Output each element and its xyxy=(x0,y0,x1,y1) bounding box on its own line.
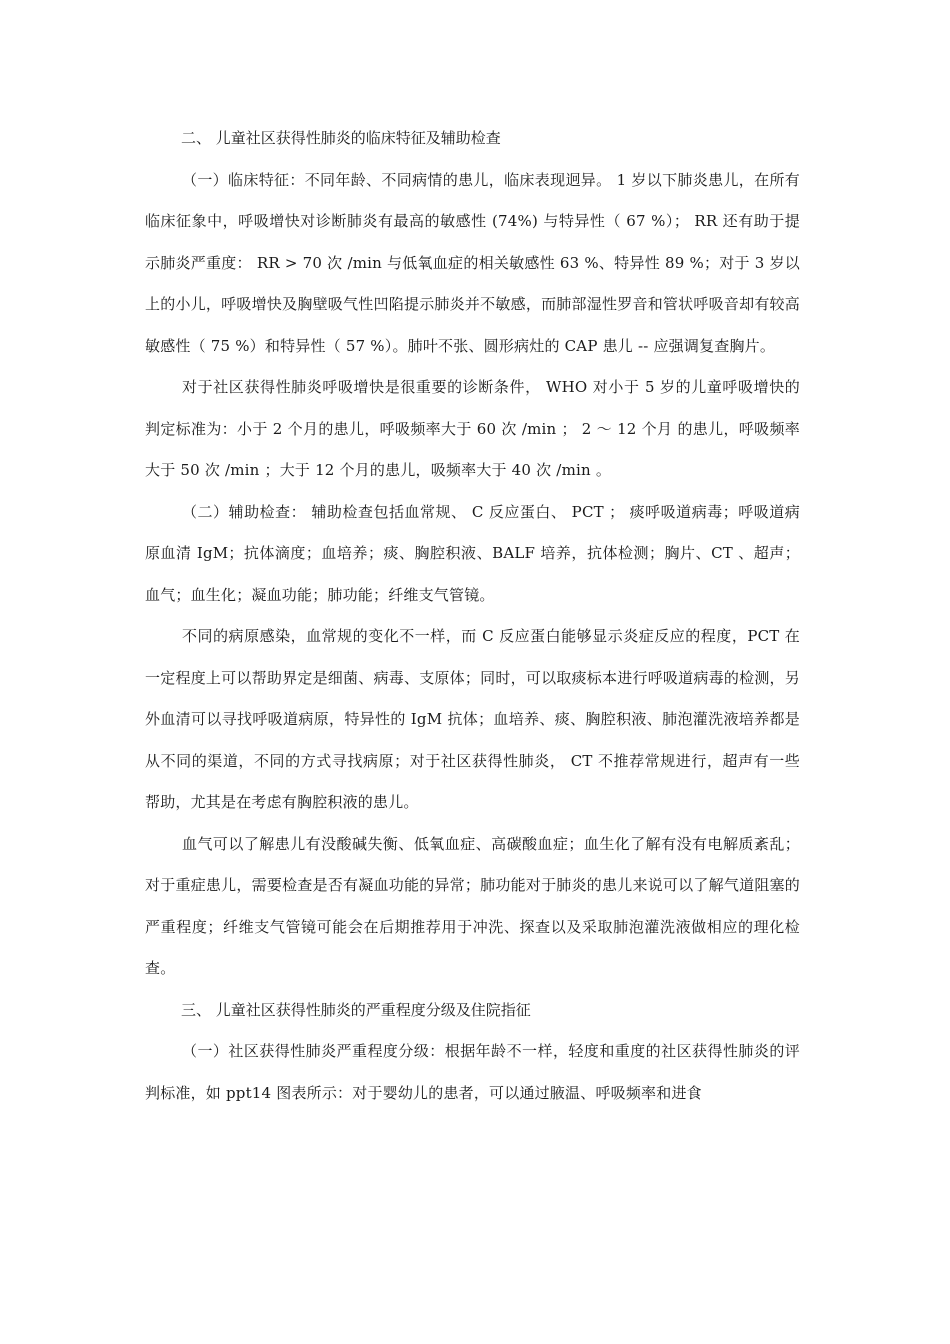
document-page xyxy=(145,118,800,1114)
paragraph-blood-gas: 血气可以了解患儿有没酸碱失衡、低氧血症、高碳酸血症；血生化了解有没有电解质紊乱；对于重症患儿，需要检查是否有凝血功能的异常；肺功能对于肺炎的患儿来说可以了解气道阻塞的严重程度；纤维支气管镜可能会在后期推荐用于冲洗、探查以及采取肺泡灌洗液做相应的理化检查。 xyxy=(145,834,800,977)
paragraph-clinical-features: （一）临床特征：不同年龄、不同病情的患儿，临床表现迥异。 1 岁以下肺炎患儿，在所有临床征象中，呼吸增快对诊断肺炎有最高的敏感性 (74%) 与特异性（ 67 %）； RR 还有助于提示肺炎严重度： RR > 70 次 /min 与低氧血症的相关敏感性 63 %、特异性 89 %；对于 3 岁以上的小儿，呼吸增快及胸壁吸气性凹陷提示肺炎并不敏感，而肺部湿性罗音和管状呼吸音却有较高敏感性（ 75 %）和特异性（ 57 %）。肺叶不张、圆形病灶的 CAP 患儿 -- 应强调复查胸片。 xyxy=(145,170,800,355)
section-heading-2: 二、 儿童社区获得性肺炎的临床特征及辅助检查 xyxy=(181,129,501,147)
section-heading-3: 三、 儿童社区获得性肺炎的严重程度分级及住院指征 xyxy=(181,1000,531,1019)
paragraph-auxiliary-exams: （二）辅助检查： 辅助检查包括血常规、 C 反应蛋白、 PCT ； 痰呼吸道病毒；呼吸道病原血清 IgM；抗体滴度；血培养；痰、胸腔积液、BALF 培养，抗体检测；胸片、CT 、超声；血气；血生化；凝血功能；肺功能；纤维支气管镜。 xyxy=(145,502,800,604)
paragraph-pathogen-tests: 不同的病原感染，血常规的变化不一样，而 C 反应蛋白能够显示炎症反应的程度，PCT 在一定程度上可以帮助界定是细菌、病毒、支原体；同时，可以取痰标本进行呼吸道病毒的检测，另外血清可以寻找呼吸道病原，特异性的 IgM 抗体；血培养、痰、胸腔积液、肺泡灌洗液培养都是从不同的渠道，不同的方式寻找病原；对于社区获得性肺炎， CT 不推荐常规进行，超声有一些帮助，尤其是在考虑有胸腔积液的患儿。 xyxy=(145,627,800,811)
paragraph-severity-grading: （一）社区获得性肺炎严重程度分级：根据年龄不一样，轻度和重度的社区获得性肺炎的评判标准，如 ppt14 图表所示：对于婴幼儿的患者，可以通过腋温、呼吸频率和进食 xyxy=(145,1042,800,1102)
paragraph-respiratory-rate-criteria: 对于社区获得性肺炎呼吸增快是很重要的诊断条件， WHO 对小于 5 岁的儿童呼吸增快的判定标准为：小于 2 个月的患儿，呼吸频率大于 60 次 /min ； 2 ～ 12 个月 的患儿，呼吸频率大于 50 次 /min ；大于 12 个月的患儿，吸频率大于 40 次 /min 。 xyxy=(145,378,800,479)
